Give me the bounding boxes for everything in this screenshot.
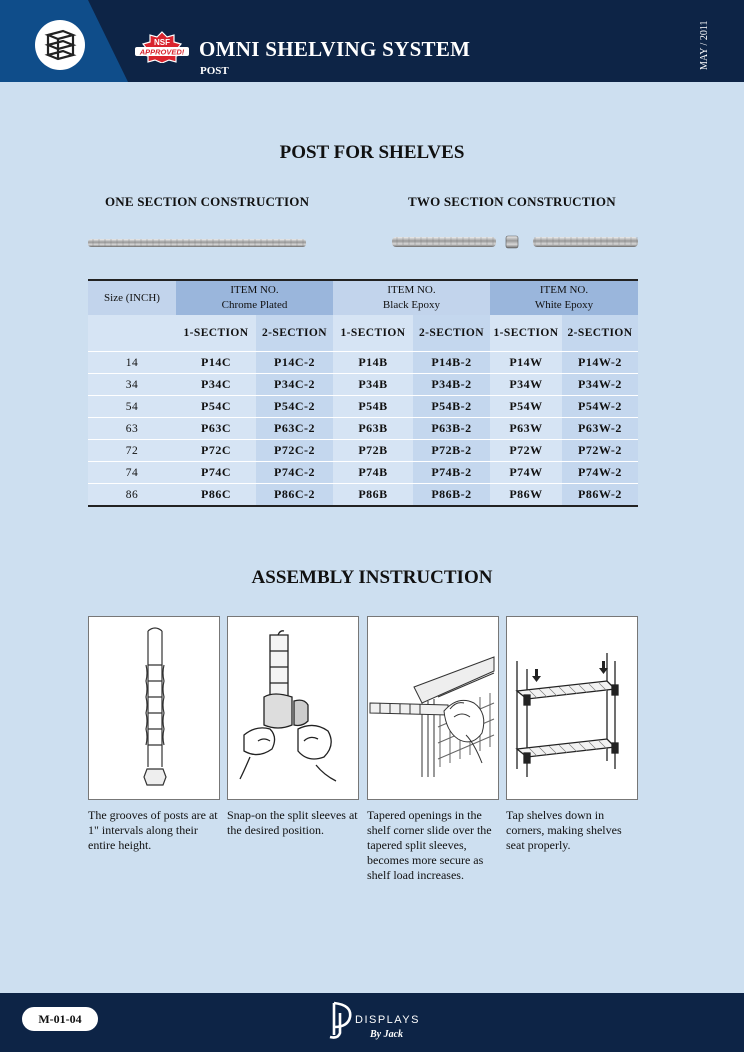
page-title: OMNI SHELVING SYSTEM	[199, 37, 471, 61]
publish-date: MAY / 2011	[699, 20, 710, 70]
shelving-unit-icon	[507, 617, 637, 799]
item-cell: P72C-2	[256, 440, 333, 462]
subheader-cell: 1-SECTION	[176, 315, 256, 352]
white-header	[490, 280, 638, 315]
table-row	[88, 440, 638, 462]
item-cell: P14B	[333, 352, 413, 374]
post-section-title: POST FOR SHELVES	[279, 142, 465, 163]
page-header	[0, 0, 744, 82]
displays-logo-icon	[326, 999, 354, 1041]
post-spec-table	[88, 279, 638, 507]
item-cell: P86C-2	[256, 484, 333, 507]
table-subheader-row	[88, 315, 638, 352]
white-item-label: ITEM NO.	[539, 284, 589, 296]
item-cell: P54W	[490, 396, 562, 418]
assembly-section-title: ASSEMBLY INSTRUCTION	[251, 567, 493, 588]
brand-tagline: By Jack	[370, 1029, 404, 1040]
item-cell: P14W-2	[562, 352, 638, 374]
assembly-step-4-caption: Tap shelves down in corners, making shelves seat properly.	[506, 808, 622, 852]
item-cell: P72C	[176, 440, 256, 462]
assembly-step-2-image	[227, 616, 359, 800]
subheader-cell: 2-SECTION	[562, 315, 638, 352]
table-row	[88, 374, 638, 396]
assembly-step-3-image	[367, 616, 499, 800]
item-cell: P72B	[333, 440, 413, 462]
two-section-label: TWO SECTION CONSTRUCTION	[408, 194, 616, 209]
item-cell: P54B-2	[413, 396, 490, 418]
two-section-post-image	[392, 234, 638, 250]
item-cell: P74C-2	[256, 462, 333, 484]
item-cell: P74W-2	[562, 462, 638, 484]
table-row	[88, 352, 638, 374]
table-row	[88, 396, 638, 418]
item-cell: P54W-2	[562, 396, 638, 418]
badge-text-bottom: APPROVED!	[139, 47, 185, 57]
white-finish-label: White Epoxy	[534, 299, 594, 311]
shelf-icon	[35, 20, 85, 70]
assembly-step-4-image	[506, 616, 638, 800]
assembly-step-1-image	[88, 616, 220, 800]
nsf-approved-badge	[133, 31, 191, 63]
item-cell: P54C	[176, 396, 256, 418]
item-cell: P14C-2	[256, 352, 333, 374]
item-cell: P63B-2	[413, 418, 490, 440]
item-cell: P34B-2	[413, 374, 490, 396]
assembly-step-2-caption: Snap-on the split sleeves at the desired position.	[227, 808, 358, 837]
item-cell: P74B-2	[413, 462, 490, 484]
size-cell: 86	[88, 484, 176, 507]
item-cell: P54C-2	[256, 396, 333, 418]
item-cell: P34W	[490, 374, 562, 396]
subheader-cell: 1-SECTION	[490, 315, 562, 352]
one-section-label: ONE SECTION CONSTRUCTION	[105, 194, 310, 209]
item-cell: P86B-2	[413, 484, 490, 507]
one-section-post-image	[88, 237, 306, 249]
subheader-cell: 2-SECTION	[413, 315, 490, 352]
subheader-cell: 2-SECTION	[256, 315, 333, 352]
item-cell: P72B-2	[413, 440, 490, 462]
item-cell: P63W-2	[562, 418, 638, 440]
item-cell: P86W	[490, 484, 562, 507]
item-cell: P86W-2	[562, 484, 638, 507]
item-cell: P14W	[490, 352, 562, 374]
item-cell: P34B	[333, 374, 413, 396]
size-cell: 74	[88, 462, 176, 484]
item-cell: P74B	[333, 462, 413, 484]
item-cell: P86C	[176, 484, 256, 507]
black-finish-label: Black Epoxy	[382, 299, 441, 311]
page-code-badge: M-01-04	[22, 1007, 98, 1031]
assembly-step-3-caption: Tapered openings in the shelf corner slide over the tapered split sleeves, becomes more secure as shelf load increases.	[367, 808, 492, 882]
item-cell: P72W-2	[562, 440, 638, 462]
item-cell: P63C	[176, 418, 256, 440]
brand-name: DISPLAYS	[355, 1014, 420, 1026]
badge-text-top: NSF	[154, 38, 170, 47]
table-row	[88, 418, 638, 440]
size-header: Size (INCH)	[88, 280, 176, 315]
item-cell: P14B-2	[413, 352, 490, 374]
table-row	[88, 462, 638, 484]
table-header-row	[88, 280, 638, 315]
split-sleeve-icon	[228, 617, 358, 799]
chrome-item-label: ITEM NO.	[230, 284, 279, 296]
subheader-cell: 1-SECTION	[333, 315, 413, 352]
item-cell: P14C	[176, 352, 256, 374]
chrome-header	[176, 280, 333, 315]
item-cell: P34W-2	[562, 374, 638, 396]
size-cell: 72	[88, 440, 176, 462]
size-cell: 14	[88, 352, 176, 374]
assembly-step-1-caption: The grooves of posts are at 1" intervals along their entire height.	[88, 808, 218, 852]
item-cell: P34C-2	[256, 374, 333, 396]
item-cell: P74W	[490, 462, 562, 484]
item-cell: P86B	[333, 484, 413, 507]
black-header	[333, 280, 490, 315]
size-cell: 63	[88, 418, 176, 440]
shelf-corner-icon	[368, 617, 498, 799]
item-cell: P63C-2	[256, 418, 333, 440]
item-cell: P63W	[490, 418, 562, 440]
item-cell: P63B	[333, 418, 413, 440]
subheader-blank	[88, 315, 176, 352]
table-row	[88, 484, 638, 507]
size-cell: 34	[88, 374, 176, 396]
item-cell: P54B	[333, 396, 413, 418]
black-item-label: ITEM NO.	[387, 284, 436, 296]
page-subtitle: POST	[200, 65, 229, 77]
shelf-logo	[35, 20, 85, 70]
item-cell: P74C	[176, 462, 256, 484]
grooved-post-icon	[89, 617, 219, 799]
item-cell: P72W	[490, 440, 562, 462]
size-cell: 54	[88, 396, 176, 418]
chrome-finish-label: Chrome Plated	[221, 299, 288, 311]
item-cell: P34C	[176, 374, 256, 396]
